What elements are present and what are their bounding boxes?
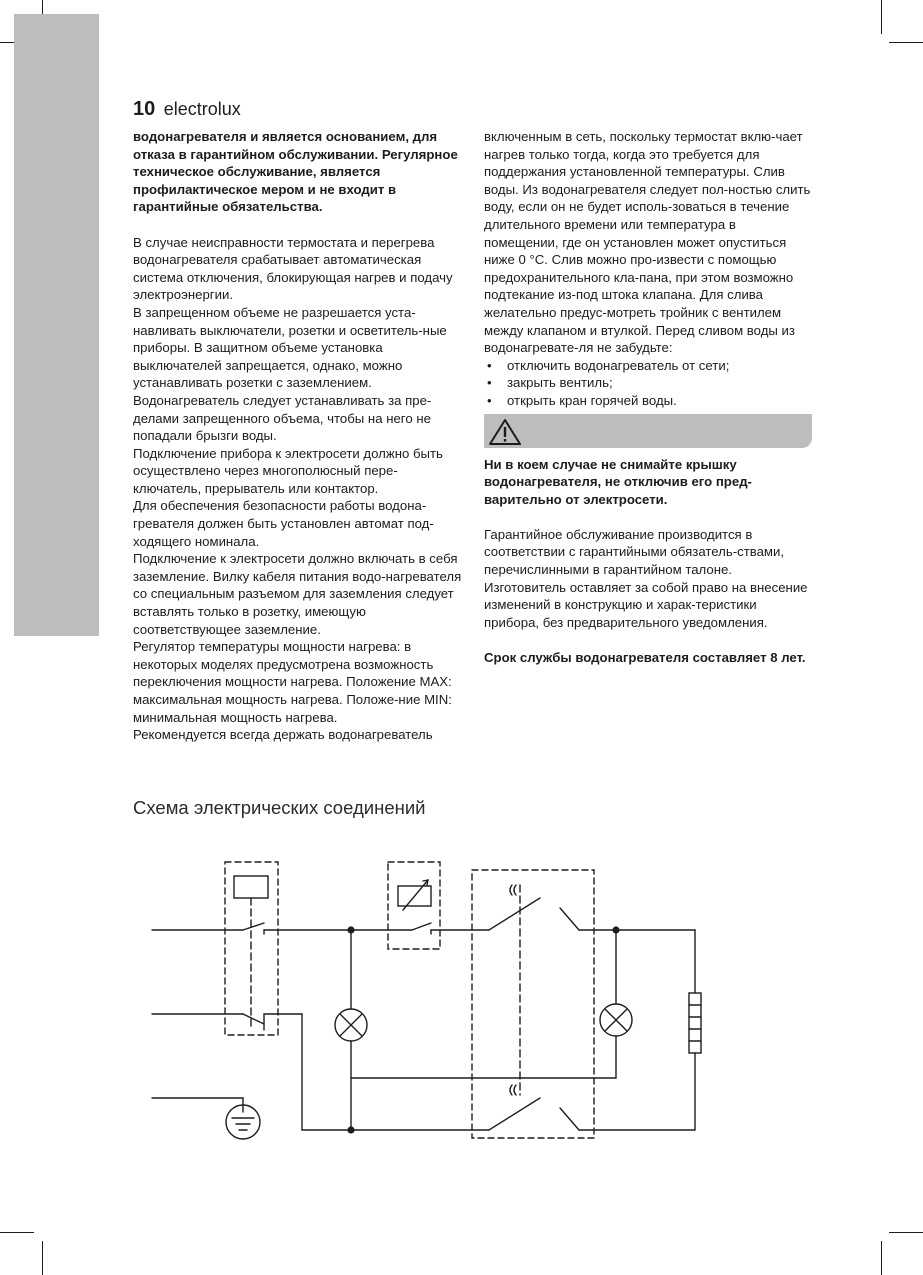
warranty-paragraph: Гарантийное обслуживание производится в соответствии с гарантийными обязатель-ствами, перечислинными в гарантийном талоне. (484, 526, 785, 578)
warranty-notice: водонагревателя и является основанием, для отказа в гарантийном обслуживании. Регулярное техническое обслуживание, является профилактическое мером и не входит в гарантийные обязательства. (133, 129, 458, 215)
warning-text: Ни в коем случае не снимайте крышку водонагревателя, не отключив его пред-варительно от электросети. (484, 456, 752, 507)
junction-dot (347, 1126, 354, 1133)
paragraph: Рекомендуется всегда держать водонагреватель (133, 727, 433, 743)
paragraph: Подключение к электросети должно включать в себя заземление. Вилку кабеля питания водо-нагревателя со специальным разъемом для заземления следует вставлять только в розетку, имеющую соответствующее заземление. (133, 551, 462, 637)
junction-dot (612, 926, 619, 933)
drain-instructions: включенным в сеть, поскольку термостат вклю-чает нагрев только тогда, когда это требуется для поддержания установленной температуры. Слив воды. Из водонагревателя следует пол-ностью слить воду, если он не будет исполь-зоваться в течение длительного времени или температура в помещении, где он установлен может опуститься ниже 0 °С. Слив можно про-извести с помощью предохранительного кла-пана, при этом возможно подтекание из-под штока клапана. Для слива желательно предус-мотреть тройник с вентилем между клапаном и втулкой. Перед сливом воды из водонагревате-ля не забудьте: (484, 129, 811, 356)
diagram-title: Схема электрических соединений (133, 797, 426, 818)
paragraph: В случае неисправности термостата и перегрева водонагревателя срабатывает автоматическая система отключения, блокирующая нагрев и подачу электроэнергии. (133, 234, 453, 303)
service-life-text: Срок службы водонагревателя составляет 8 лет. (484, 650, 806, 666)
paragraph: Водонагреватель следует устанавливать за пре-делами запрещенного объема, чтобы на него не попадали брызги воды. (133, 392, 432, 444)
list-item: • открыть кран горячей воды. (484, 392, 812, 410)
paragraph: Для обеспечения безопасности работы водона-гревателя должен быть установлен автомат под-ходящего номинала. (133, 498, 434, 549)
switch-box (472, 870, 594, 1138)
brand-name: electrolux (163, 99, 241, 119)
manufacturer-paragraph: Изготовитель оставляет за собой право на внесение изменений в конструкцию и харак-теристики прибора, без предварительного уведомления. (484, 579, 808, 630)
junction-dot (347, 926, 354, 933)
paragraph: Регулятор температуры мощности нагрева: в некоторых моделях предусмотрена возможность переключения мощности нагрева. Положение MAX: максимальная мощность нагрева. Положе-ние MIN: минимальная мощность нагрева. (133, 639, 452, 725)
list-item: • отключить водонагреватель от сети; (484, 357, 812, 375)
paragraph: Подключение прибора к электросети должно быть осуществлено через многополюсный пере-ключатель, прерыватель или контактор. (133, 445, 443, 496)
paragraph: В запрещенном объеме не разрешается уста-навливать выключатели, розетки и осветитель-ные приборы. В защитном объеме установка выключателей запрещается, однако, можно устанавливать розетки с заземлением. (133, 304, 447, 391)
list-item: • закрыть вентиль; (484, 374, 812, 392)
page-number: 10 (133, 98, 156, 120)
heating-element-icon (689, 993, 701, 1053)
